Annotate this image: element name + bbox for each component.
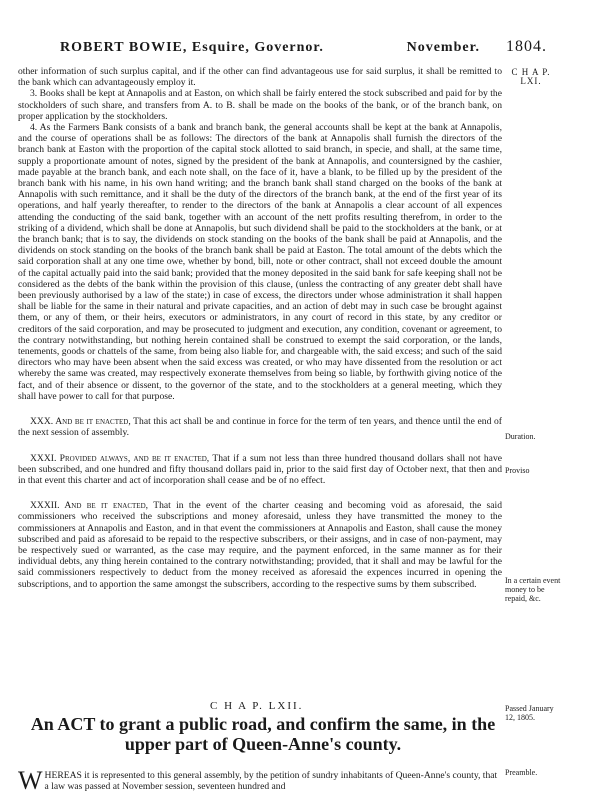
- act-title: An ACT to grant a public road, and confirm the same, in the upper part of Queen-Anne's county.: [30, 714, 496, 754]
- section-32: XXXII. And be it enacted, That in the event of the charter ceasing and becoming void as aforesaid, the said commissioners who received the subscriptions and money aforesaid, unless they have transmitted the money to the commissioners at Annapolis and Easton, and in that event the commissioners at Annapolis and Easton, shall cause the money subscribed and paid as aforesaid to be repaid to the respective subscribers, or their assigns, and in case of non-payment, may be respectively sued or warranted, as the case may require, and the payment enforced, in the same manner as for their individual debts, any thing herein contained to the contrary notwithstanding; provided, that it shall and may be lawful for the said commissioners respectively to deduct from the money received as aforesaid the expences incurred in opening the subscriptions, and to apportion the same amongst the subscribers, according to the respective sums by them subscribed.: [18, 500, 502, 590]
- paragraph-4: 4. As the Farmers Bank consists of a bank and branch bank, the general accounts shall be kept at the bank at Annapolis, and the course of operations shall be as follows: The directors of the bank at Annapolis shall furnish the directors of the branch bank at Easton with the proportion of the capital stock allotted to said branch, in specie, and shall, at the same time, supply a proportionate amount of notes, signed by the president of the bank at Annapolis, and countersigned by the cashier, made payable at the branch bank, and each note shall, on the face of it, have a blank, to be filled up by the president of the branch bank with his name, in his own hand writing; and the branch bank shall stand charged on the books of the bank at Annapolis with such remittance, and it shall be the duty of the directors of the branch bank, at the end of the first year of its operations, and half yearly thereafter, to render to the directors of the bank at Annapolis a clear account of all expences attending the conducting of the said bank, together with an account of the nett profits resulting therefrom, in order to the striking of a dividend, which shall be done at Annapolis, but such dividend shall be paid to the stockholders at the bank, or at the branch bank; that is to say, the dividends on stock standing on the books of the bank shall be paid at Annapolis, and the dividends on stock standing on the books of the branch bank shall be paid at Easton. The total amount of the debts which the said corporation shall at any one time owe, whether by bond, bill, note or other contract, shall not exceed double the amount of the capital actually paid into the said bank; provided that the money deposited in the said bank for safe keeping shall not be considered as the debts of the bank within the provision of this clause, (unless the contracting of any greater debt shall have been previously authorised by a law of the state;) in case of excess, the directors under whose administration it shall happen shall be liable for the same in their natural and private capacities, and an action of debt may in such case be brought against them, or any of them, or their heirs, executors or administrators, in any court of record in this state, by any creditor or creditors of the said corporation, and may be prosecuted to judgment and execution, any condition, covenant or agreement, to the contrary notwithstanding, but nothing herein contained shall be construed to exempt the said corporation, or the lands, tenements, goods or chattels of the same, from being also liable for, and chargeable with, the said excess; and such of the said directors who may have been absent when the said excess was created, or who may have dissented from the resolution or act whereby the same was created, may respectively exonerate themselves from being so liable, by forthwith giving notice of the fact, and of their absence or dissent, to the governor of the state, and to the stockholders at a general meeting, which they shall have power to call for that purpose.: [18, 122, 502, 402]
- month-head: November.: [406, 40, 480, 55]
- drop-cap: W: [18, 766, 43, 795]
- paragraph-intro: other information of such surplus capital, and if the other can find advantageous use for said surplus, it shall be remitted to the bank which can advantageously employ it.: [18, 66, 502, 89]
- chapter-heading: C H A P. LXII.: [210, 700, 304, 712]
- page-header: [60, 40, 545, 60]
- note-repaid: In a certain event money to be repaid, &c.: [505, 576, 561, 603]
- year-head: 1804.: [506, 38, 547, 55]
- section-31: XXXI. Provided always, and be it enacted, That if a sum not less than three hundred thousand dollars shall not have been subscribed, and one hundred and fifty thousand dollars paid in, prior to the said first day of October next, that then and in that event this charter and act of incorporation shall cease and be of no effect.: [18, 452, 503, 486]
- note-proviso: Proviso: [505, 466, 530, 475]
- main-text: [18, 66, 502, 590]
- note-preamble: Preamble.: [505, 768, 538, 777]
- note-duration: Duration.: [505, 432, 536, 441]
- paragraph-3: 3. Books shall be kept at Annapolis and at Easton, on which shall be fairly entered the stock subscribed and paid for by the stockholders of such share, and transfers from A. to B. shall be made on the books of the bank, or of the branch bank, on proper application by the stockholders.: [18, 88, 502, 122]
- note-passed: Passed January 12, 1805.: [505, 704, 554, 722]
- section-30: XXX. And be it enacted, That this act shall be and continue in force for the term of ten years, and thence until the end of the next session of assembly.: [18, 416, 502, 439]
- running-head: ROBERT BOWIE, Esquire, Governor.: [60, 40, 324, 55]
- whereas-paragraph: WHEREAS it is represented to this general assembly, by the petition of sundry inhabitants of Queen-Anne's county, that a law was passed at November session, seventeen hundred and: [18, 766, 498, 795]
- chapter-side-label: C H A P. LXI.: [511, 67, 551, 86]
